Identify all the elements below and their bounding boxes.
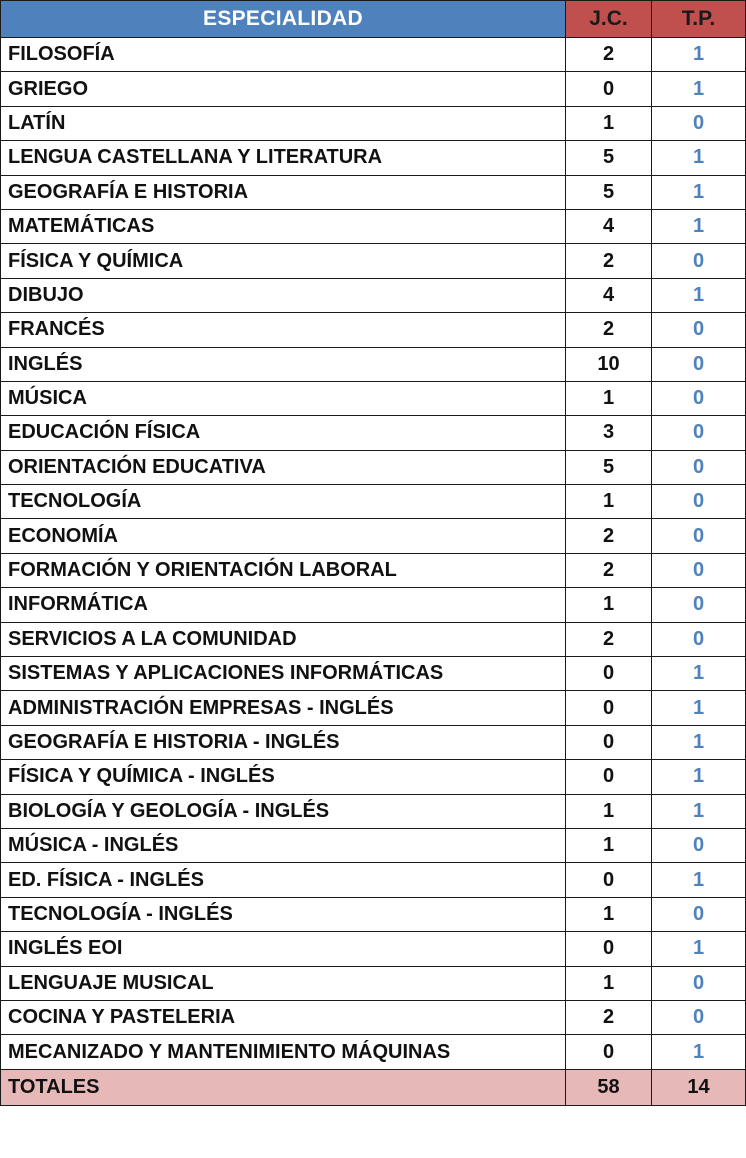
tp-cell: 1 <box>652 691 746 725</box>
especialidad-cell: FRANCÉS <box>1 313 566 347</box>
especialidad-cell: FILOSOFÍA <box>1 38 566 72</box>
tp-cell: 0 <box>652 313 746 347</box>
tp-cell: 0 <box>652 828 746 862</box>
tp-cell: 0 <box>652 347 746 381</box>
tp-cell: 1 <box>652 175 746 209</box>
jc-cell: 1 <box>566 485 652 519</box>
table-row <box>1 313 746 347</box>
jc-cell: 0 <box>566 691 652 725</box>
table-row <box>1 381 746 415</box>
header-especialidad: ESPECIALIDAD <box>1 1 566 38</box>
header-row <box>1 1 746 38</box>
especialidad-cell: ED. FÍSICA - INGLÉS <box>1 863 566 897</box>
table-row <box>1 760 746 794</box>
table-row <box>1 588 746 622</box>
especialidad-cell: MECANIZADO Y MANTENIMIENTO MÁQUINAS <box>1 1035 566 1069</box>
especialidad-cell: TECNOLOGÍA - INGLÉS <box>1 897 566 931</box>
jc-cell: 1 <box>566 966 652 1000</box>
especialidad-cell: BIOLOGÍA Y GEOLOGÍA - INGLÉS <box>1 794 566 828</box>
table-row <box>1 347 746 381</box>
table-row <box>1 38 746 72</box>
table-row <box>1 691 746 725</box>
table-row <box>1 725 746 759</box>
table-row <box>1 1035 746 1069</box>
table-row <box>1 828 746 862</box>
table-body <box>1 38 746 1070</box>
tp-cell: 1 <box>652 794 746 828</box>
tp-cell: 1 <box>652 278 746 312</box>
especialidad-cell: LATÍN <box>1 106 566 140</box>
jc-cell: 1 <box>566 828 652 862</box>
tp-cell: 1 <box>652 725 746 759</box>
especialidad-cell: MÚSICA <box>1 381 566 415</box>
table-row <box>1 106 746 140</box>
tp-cell: 1 <box>652 209 746 243</box>
jc-cell: 2 <box>566 553 652 587</box>
jc-cell: 1 <box>566 106 652 140</box>
especialidad-cell: LENGUAJE MUSICAL <box>1 966 566 1000</box>
header-jc: J.C. <box>566 1 652 38</box>
tp-cell: 0 <box>652 966 746 1000</box>
jc-cell: 0 <box>566 932 652 966</box>
jc-cell: 0 <box>566 863 652 897</box>
jc-cell: 5 <box>566 450 652 484</box>
jc-cell: 5 <box>566 141 652 175</box>
especialidad-cell: MÚSICA - INGLÉS <box>1 828 566 862</box>
table-row <box>1 519 746 553</box>
especialidad-cell: DIBUJO <box>1 278 566 312</box>
jc-cell: 0 <box>566 760 652 794</box>
jc-cell: 4 <box>566 278 652 312</box>
table-row <box>1 72 746 106</box>
table-row <box>1 932 746 966</box>
jc-cell: 0 <box>566 72 652 106</box>
table-row <box>1 794 746 828</box>
table-row <box>1 450 746 484</box>
table-row <box>1 416 746 450</box>
header-tp: T.P. <box>652 1 746 38</box>
table-row <box>1 897 746 931</box>
totals-label: TOTALES <box>1 1069 566 1105</box>
tp-cell: 0 <box>652 588 746 622</box>
table-row <box>1 966 746 1000</box>
tp-cell: 1 <box>652 38 746 72</box>
table-row <box>1 622 746 656</box>
table-row <box>1 485 746 519</box>
especialidad-cell: FÍSICA Y QUÍMICA - INGLÉS <box>1 760 566 794</box>
table-row <box>1 863 746 897</box>
tp-cell: 1 <box>652 72 746 106</box>
especialidad-cell: INFORMÁTICA <box>1 588 566 622</box>
jc-cell: 2 <box>566 622 652 656</box>
tp-cell: 0 <box>652 381 746 415</box>
totals-jc: 58 <box>566 1069 652 1105</box>
table-row <box>1 278 746 312</box>
tp-cell: 0 <box>652 485 746 519</box>
table-row <box>1 657 746 691</box>
especialidad-cell: GEOGRAFÍA E HISTORIA - INGLÉS <box>1 725 566 759</box>
especialidad-cell: MATEMÁTICAS <box>1 209 566 243</box>
table-row <box>1 244 746 278</box>
jc-cell: 0 <box>566 725 652 759</box>
especialidad-cell: GEOGRAFÍA E HISTORIA <box>1 175 566 209</box>
jc-cell: 0 <box>566 657 652 691</box>
jc-cell: 2 <box>566 519 652 553</box>
especialidad-cell: ECONOMÍA <box>1 519 566 553</box>
jc-cell: 10 <box>566 347 652 381</box>
jc-cell: 2 <box>566 1000 652 1034</box>
tp-cell: 1 <box>652 141 746 175</box>
tp-cell: 1 <box>652 760 746 794</box>
table-row <box>1 175 746 209</box>
jc-cell: 3 <box>566 416 652 450</box>
tp-cell: 0 <box>652 897 746 931</box>
table-row <box>1 553 746 587</box>
especialidad-cell: GRIEGO <box>1 72 566 106</box>
tp-cell: 0 <box>652 416 746 450</box>
tp-cell: 0 <box>652 553 746 587</box>
jc-cell: 1 <box>566 897 652 931</box>
tp-cell: 1 <box>652 657 746 691</box>
especialidad-cell: FÍSICA Y QUÍMICA <box>1 244 566 278</box>
tp-cell: 0 <box>652 106 746 140</box>
jc-cell: 5 <box>566 175 652 209</box>
tp-cell: 1 <box>652 932 746 966</box>
especialidad-cell: FORMACIÓN Y ORIENTACIÓN LABORAL <box>1 553 566 587</box>
especialidad-cell: INGLÉS EOI <box>1 932 566 966</box>
jc-cell: 2 <box>566 244 652 278</box>
table-row <box>1 141 746 175</box>
totals-row <box>1 1069 746 1105</box>
jc-cell: 2 <box>566 313 652 347</box>
especialidad-cell: EDUCACIÓN FÍSICA <box>1 416 566 450</box>
tp-cell: 0 <box>652 519 746 553</box>
jc-cell: 1 <box>566 794 652 828</box>
totals-tp: 14 <box>652 1069 746 1105</box>
especialidad-cell: COCINA Y PASTELERIA <box>1 1000 566 1034</box>
table-row <box>1 1000 746 1034</box>
tp-cell: 0 <box>652 450 746 484</box>
table-row <box>1 209 746 243</box>
especialidad-cell: TECNOLOGÍA <box>1 485 566 519</box>
jc-cell: 0 <box>566 1035 652 1069</box>
tp-cell: 0 <box>652 244 746 278</box>
jc-cell: 1 <box>566 381 652 415</box>
especialidad-cell: LENGUA CASTELLANA Y LITERATURA <box>1 141 566 175</box>
especialidad-cell: INGLÉS <box>1 347 566 381</box>
tp-cell: 0 <box>652 622 746 656</box>
jc-cell: 1 <box>566 588 652 622</box>
especialidad-cell: SERVICIOS A LA COMUNIDAD <box>1 622 566 656</box>
tp-cell: 1 <box>652 863 746 897</box>
especialidad-cell: ORIENTACIÓN EDUCATIVA <box>1 450 566 484</box>
especialidad-cell: SISTEMAS Y APLICACIONES INFORMÁTICAS <box>1 657 566 691</box>
especialidad-cell: ADMINISTRACIÓN EMPRESAS - INGLÉS <box>1 691 566 725</box>
jc-cell: 2 <box>566 38 652 72</box>
jc-cell: 4 <box>566 209 652 243</box>
tp-cell: 0 <box>652 1000 746 1034</box>
tp-cell: 1 <box>652 1035 746 1069</box>
